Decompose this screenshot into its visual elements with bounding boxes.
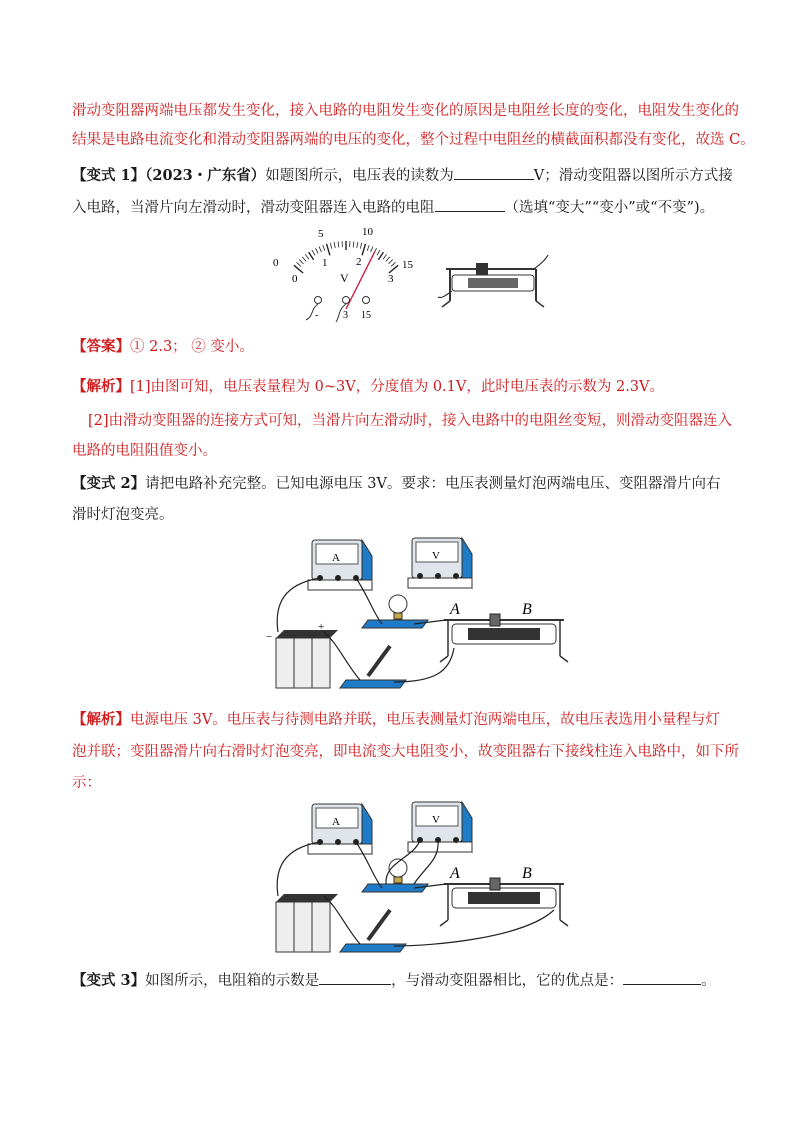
voltmeter-terminal-3-2 — [453, 837, 459, 843]
variant1-question-line-2 — [72, 197, 714, 218]
dial-tick — [338, 241, 339, 247]
dial-tick — [315, 248, 318, 253]
variant1-tag: 【变式 1】 — [72, 167, 146, 184]
dial-ticks — [294, 241, 398, 273]
dial-tick — [309, 252, 314, 260]
dial-tick — [389, 265, 398, 273]
terminal-label-3: 3 — [343, 310, 348, 321]
answer-text: ① 2.3； ② 变小。 — [130, 339, 254, 355]
ammeter-label-2: A — [332, 816, 340, 828]
battery-cell-1 — [276, 638, 294, 688]
rheostat-end-a: A — [450, 601, 460, 618]
voltmeter-terminal-2 — [435, 573, 441, 579]
dial-tick — [353, 241, 354, 247]
variant1-source: （2023・广东省） — [145, 167, 266, 184]
variant2-analysis-a-text: 电源电压 3V。电压表与待测电路并联，电压表测量灯泡两端电压，故电压表选用小量程与灯 — [130, 712, 720, 728]
circuit-figure-1 — [264, 534, 584, 694]
intro-line-2: 结果是电路电流变化和滑动变阻器两端的电压的变化，整个过程中电阻丝的横截面积都没有变化，故选 C。 — [72, 132, 755, 148]
ammeter-label: A — [332, 552, 340, 564]
analysis-1-text: [1]由图可知，电压表量程为 0~3V，分度值为 0.1V，此时电压表的示数为 2.3V。 — [130, 379, 664, 395]
variant1-text-b: V；滑动变阻器以图所示方式接 — [533, 168, 733, 184]
dial-tick — [389, 260, 393, 264]
rheostat-end-b: B — [522, 601, 532, 618]
variant1-text-a: 如题图所示，电压表的读数为 — [265, 168, 454, 184]
bulb-glass — [389, 595, 407, 613]
dial-tick — [334, 242, 335, 248]
dial-tick — [367, 245, 369, 251]
switch-base-2 — [340, 944, 406, 952]
variant1-analysis-1 — [72, 377, 664, 397]
dial-tick — [378, 252, 383, 260]
dial-tick — [297, 262, 301, 266]
rheostat-coil-body-2 — [468, 628, 540, 640]
variant1-analysis-2b: 电路的电阻阻值变小。 — [72, 443, 217, 459]
inner-label-0: 0 — [292, 273, 298, 285]
voltmeter-base — [408, 578, 472, 588]
outer-label-5: 5 — [318, 228, 324, 240]
dial-tick — [326, 244, 329, 255]
dial-tick — [305, 254, 309, 259]
variant2-analysis-c: 示： — [72, 775, 101, 791]
bulb-base-2 — [394, 877, 402, 883]
ammeter-terminal-2 — [335, 575, 341, 581]
rheostat-slider-3 — [490, 878, 500, 890]
ammeter-terminal-2-2 — [335, 839, 341, 845]
answer-blank-4[interactable] — [623, 970, 701, 985]
rheostat-wire-top — [534, 255, 548, 269]
answer-tag: 【答案】 — [72, 338, 130, 355]
battery-cell-2 — [294, 638, 312, 688]
bulb-base — [394, 613, 402, 619]
outer-label-0: 0 — [273, 257, 279, 269]
battery-cell-1-2 — [276, 902, 294, 952]
variant2-analysis-b: 泡并联；变阻器滑片向右滑时灯泡变亮，即电流变大电阻变小，故变阻器右下接线柱连入电路中，如下所 — [72, 744, 739, 760]
answer-blank-1[interactable] — [454, 165, 534, 180]
terminal-neg — [315, 297, 322, 304]
battery-plus: + — [318, 621, 325, 633]
terminal-3 — [343, 297, 350, 304]
terminal-label-neg: - — [315, 310, 319, 321]
variant2-question-line-2: 滑时灯泡变亮。 — [72, 507, 174, 523]
dial-tick — [362, 244, 365, 255]
answer-blank-2[interactable] — [435, 197, 505, 212]
rheostat-coil-body-3 — [468, 892, 540, 904]
dial-tick — [377, 250, 380, 255]
answer-blank-3[interactable] — [319, 970, 391, 985]
dial-tick — [386, 257, 390, 262]
dial-tick — [319, 247, 321, 253]
battery-cell-3-2 — [312, 902, 330, 952]
terminal-15 — [363, 297, 370, 304]
dial-tick — [330, 243, 331, 249]
dial-tick — [360, 243, 361, 249]
dial-tick — [383, 254, 387, 259]
dial-tick — [357, 242, 358, 248]
rheostat-coil-body — [468, 278, 518, 288]
voltmeter-terminal-1 — [417, 573, 423, 579]
inner-label-3: 3 — [388, 273, 394, 285]
dial-tick — [299, 260, 303, 264]
variant2-text-a: 请把电路补充完整。已知电源电压 3V。要求：电压表测量灯泡两端电压、变阻器滑片向右 — [145, 476, 721, 492]
switch-lever — [368, 646, 390, 676]
wire-switch-rheostat-right — [394, 910, 554, 946]
variant2-question-line-1 — [72, 474, 720, 494]
variant2-tag: 【变式 2】 — [72, 475, 146, 492]
variant1-question-line-1 — [72, 165, 733, 186]
battery-cell-3 — [312, 638, 330, 688]
wire-switch-rheostat — [394, 648, 454, 682]
dial-tick — [323, 245, 325, 251]
dial-tick — [391, 262, 395, 266]
rheostat-figure-small — [438, 255, 548, 310]
circuit-figure-2 — [264, 798, 584, 958]
rheostat-slider-2 — [490, 614, 500, 626]
variant1-text-d: （选填“变大”“变小”或“不变”)。 — [504, 200, 715, 216]
outer-label-15: 15 — [402, 259, 413, 271]
battery-cell-2-2 — [294, 902, 312, 952]
dial-tick — [294, 265, 303, 273]
voltmeter-label-2: V — [432, 814, 440, 826]
rheostat-end-b-2: B — [522, 865, 532, 882]
inner-label-1: 1 — [322, 257, 328, 269]
rheostat-feet — [442, 301, 544, 307]
intro-line-1: 滑动变阻器两端电压都发生变化，接入电路的电阻发生变化的原因是电阻丝长度的变化，电阻发生变化的 — [72, 103, 739, 119]
variant3-text-c: 。 — [701, 973, 716, 989]
variant1-answer — [72, 337, 254, 357]
variant3-text-b: ，与滑动变阻器相比，它的优点是： — [391, 973, 624, 989]
switch-base — [340, 680, 406, 688]
dial-tick — [371, 247, 373, 253]
switch-lever-2 — [368, 910, 390, 940]
terminal-label-15: 15 — [361, 310, 371, 321]
voltmeter-terminal-3 — [453, 573, 459, 579]
voltmeter-label: V — [432, 550, 440, 562]
dial-tick — [302, 257, 306, 262]
rheostat-slider — [476, 263, 488, 275]
outer-label-10: 10 — [362, 226, 373, 238]
variant1-text-c: 入电路，当滑片向左滑动时，滑动变阻器连入电路的电阻 — [72, 200, 435, 216]
battery-minus: − — [266, 631, 273, 643]
rheostat-end-a-2: A — [450, 865, 460, 882]
variant3-tag: 【变式 3】 — [72, 972, 146, 989]
variant3-question — [72, 970, 716, 991]
variant1-analysis-2a: [2]由滑动变阻器的连接方式可知，当滑片向左滑动时，接入电路中的电阻丝变短，则滑动变阻器连入 — [88, 413, 733, 429]
analysis-tag: 【解析】 — [72, 378, 130, 395]
voltmeter-dial-figure — [268, 224, 418, 324]
variant3-text-a: 如图所示，电阻箱的示数是 — [145, 973, 320, 989]
variant2-analysis-tag: 【解析】 — [72, 711, 130, 728]
dial-tick — [312, 250, 315, 255]
inner-label-2: 2 — [356, 256, 362, 268]
dial-unit-label: V — [340, 271, 349, 285]
variant2-analysis-a — [72, 710, 720, 730]
voltmeter-base-2 — [408, 842, 472, 852]
